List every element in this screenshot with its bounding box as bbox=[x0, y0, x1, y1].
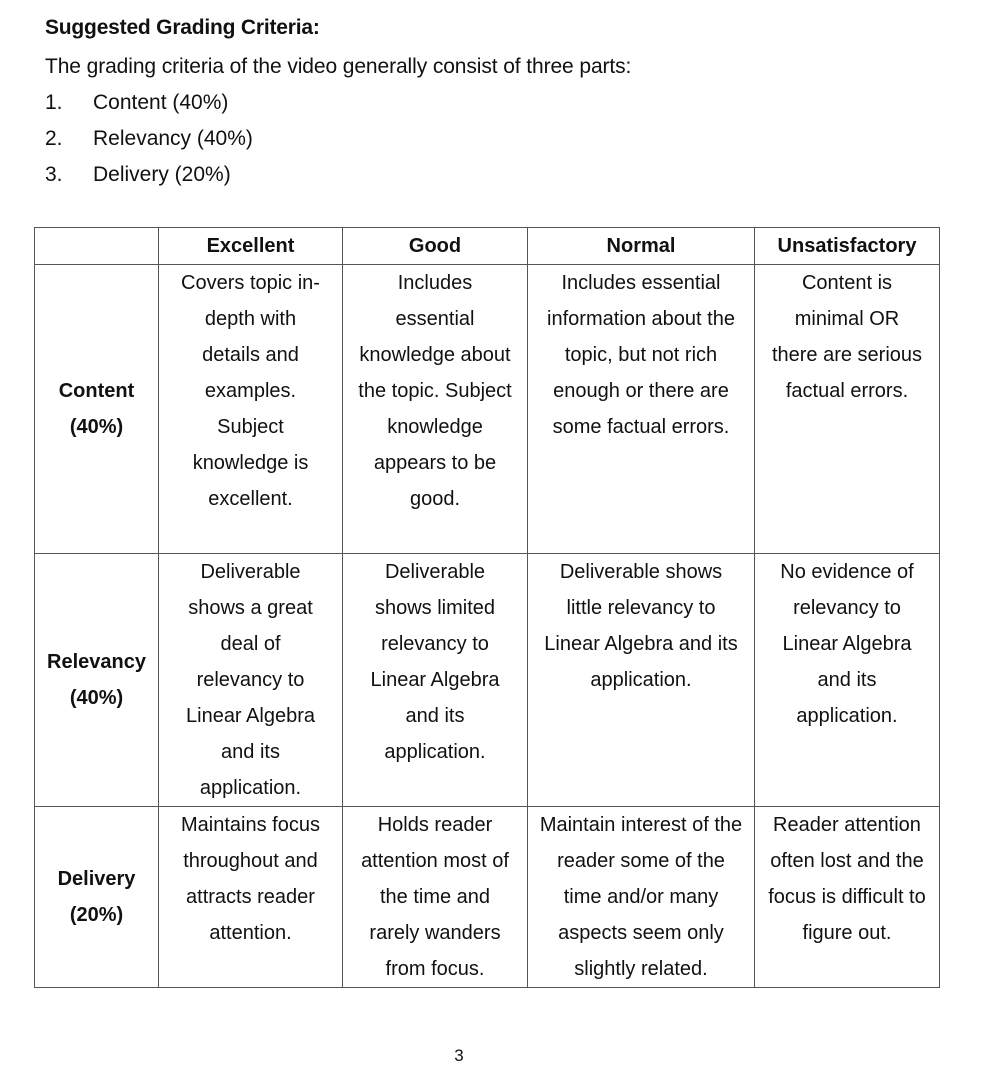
list-item-label: Relevancy (40%) bbox=[93, 127, 253, 150]
list-item bbox=[45, 125, 253, 161]
row-header-content bbox=[35, 265, 159, 554]
table-cell: Reader attention often lost and the focus is difficult to figure out. bbox=[755, 807, 940, 988]
column-header-normal: Normal bbox=[528, 228, 755, 265]
corner-cell bbox=[35, 228, 159, 265]
table-cell: Covers topic in-depth with details and examples. Subject knowledge is excellent. bbox=[159, 265, 343, 554]
table-cell: No evidence of relevancy to Linear Algebra and its application. bbox=[755, 554, 940, 807]
criterion-weight: (40%) bbox=[69, 416, 124, 438]
grading-rubric-table bbox=[34, 227, 940, 988]
table-header-row bbox=[35, 228, 940, 265]
column-header-unsatisfactory: Unsatisfactory bbox=[755, 228, 940, 265]
column-header-good: Good bbox=[343, 228, 528, 265]
criterion-name: Relevancy bbox=[47, 651, 146, 673]
criterion-weight: (20%) bbox=[69, 904, 124, 926]
row-header-delivery bbox=[35, 807, 159, 988]
column-header-excellent: Excellent bbox=[159, 228, 343, 265]
list-item bbox=[45, 89, 253, 125]
list-item-label: Content (40%) bbox=[93, 91, 229, 114]
table-row bbox=[35, 265, 940, 554]
table-row bbox=[35, 554, 940, 807]
criterion-weight: (40%) bbox=[69, 687, 124, 709]
page-number: 3 bbox=[454, 1046, 464, 1065]
table-row bbox=[35, 807, 940, 988]
table-cell: Deliverable shows limited relevancy to Linear Algebra and its application. bbox=[343, 554, 528, 807]
criterion-name: Content bbox=[58, 380, 135, 402]
list-item-number: 3. bbox=[45, 163, 63, 186]
section-heading: Suggested Grading Criteria: bbox=[45, 16, 320, 39]
table-cell: Deliverable shows a great deal of relevancy to Linear Algebra and its application. bbox=[159, 554, 343, 807]
table-cell: Content is minimal OR there are serious factual errors. bbox=[755, 265, 940, 554]
table-cell: Deliverable shows little relevancy to Linear Algebra and its application. bbox=[528, 554, 755, 807]
criteria-list bbox=[45, 89, 253, 197]
list-item-number: 1. bbox=[45, 91, 63, 114]
list-item-number: 2. bbox=[45, 127, 63, 150]
intro-text: The grading criteria of the video generally consist of three parts: bbox=[45, 55, 632, 78]
criterion-name: Delivery bbox=[57, 868, 136, 890]
table-cell: Maintain interest of the reader some of the time and/or many aspects seem only slightly related. bbox=[528, 807, 755, 988]
table-cell: Includes essential knowledge about the topic. Subject knowledge appears to be good. bbox=[343, 265, 528, 554]
list-item bbox=[45, 161, 253, 197]
table-cell: Maintains focus throughout and attracts reader attention. bbox=[159, 807, 343, 988]
row-header-relevancy bbox=[35, 554, 159, 807]
table-cell: Holds reader attention most of the time and rarely wanders from focus. bbox=[343, 807, 528, 988]
table-cell: Includes essential information about the topic, but not rich enough or there are some factual errors. bbox=[528, 265, 755, 554]
list-item-label: Delivery (20%) bbox=[93, 163, 231, 186]
